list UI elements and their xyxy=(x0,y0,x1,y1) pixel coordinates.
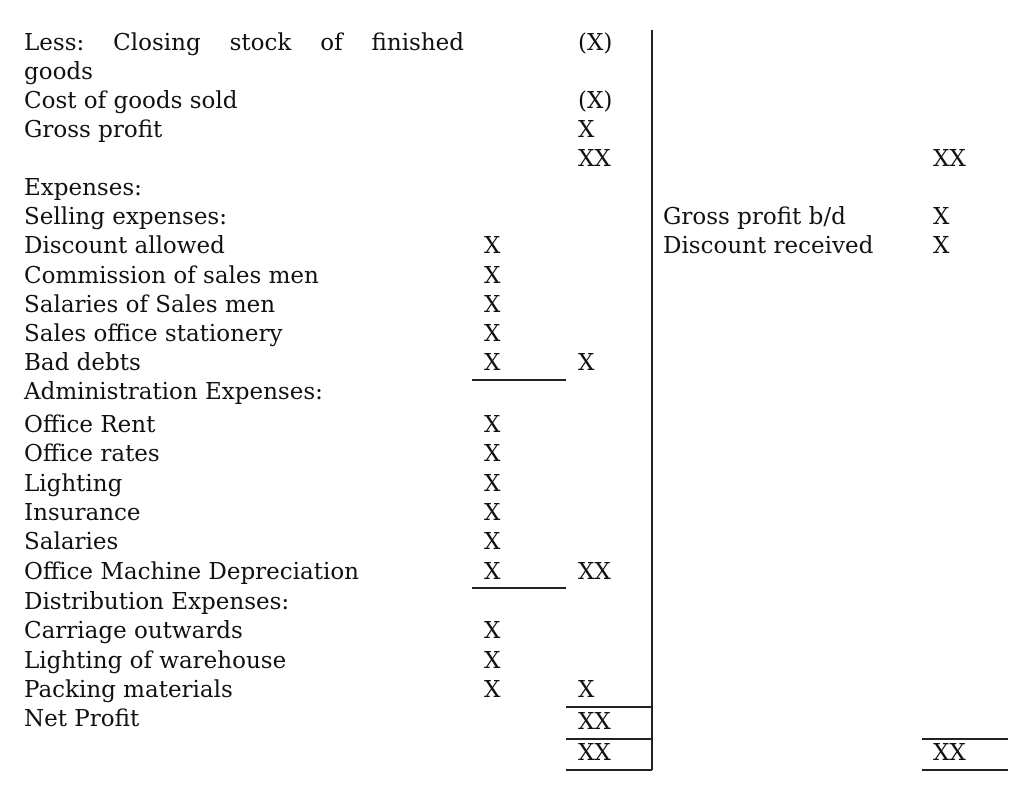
amount-discount-received: X xyxy=(933,233,950,259)
debit-label-discount-allowed: Discount allowed xyxy=(24,233,225,259)
amount-gross-profit-bd: X xyxy=(933,204,950,230)
amount-gross-profit: X xyxy=(578,117,595,143)
underline-administration xyxy=(472,587,566,589)
debit-label-net-profit: Net Profit xyxy=(24,706,140,732)
credit-label-gross-profit-bd: Gross profit b/d xyxy=(663,204,846,230)
amount-bad-debts: X xyxy=(484,350,501,376)
debit-label-packing-materials: Packing materials xyxy=(24,677,233,703)
amount-packing-materials: X xyxy=(484,677,501,703)
amount-administration-total: XX xyxy=(578,559,611,585)
amount-commission: X xyxy=(484,263,501,289)
debit-label-insurance: Insurance xyxy=(24,500,141,526)
amount-carriage-outwards: X xyxy=(484,618,501,644)
amount-trading-total: XX xyxy=(578,146,611,172)
debit-label-gross-profit: Gross profit xyxy=(24,117,163,143)
debit-label-goods: goods xyxy=(24,59,93,85)
amount-office-rent: X xyxy=(484,412,501,438)
amount-distribution-total: X xyxy=(578,677,595,703)
amount-lighting: X xyxy=(484,471,501,497)
amount-office-machine-depreciation: X xyxy=(484,559,501,585)
debit-label-sales-office-stationery: Sales office stationery xyxy=(24,321,283,347)
debit-label-salaries: Salaries xyxy=(24,529,119,555)
debit-label-administration-expenses: Administration Expenses: xyxy=(24,379,323,405)
ledger-divider xyxy=(651,30,653,770)
amount-credit-grand-total: XX xyxy=(933,740,966,766)
label-text: Less: Closing stock of finished xyxy=(24,30,464,56)
debit-label-closing-stock xyxy=(24,29,464,58)
amount-lighting-of-warehouse: X xyxy=(484,648,501,674)
amount-closing-stock: (X) xyxy=(578,30,613,56)
underline-selling xyxy=(472,379,566,381)
debit-label-commission: Commission of sales men xyxy=(24,263,319,289)
debit-label-carriage-outwards: Carriage outwards xyxy=(24,618,243,644)
debit-label-distribution-expenses: Distribution Expenses: xyxy=(24,589,290,615)
debit-label-office-machine-depreciation: Office Machine Depreciation xyxy=(24,559,359,585)
debit-label-lighting-of-warehouse: Lighting of warehouse xyxy=(24,648,287,674)
amount-salaries-sales-men: X xyxy=(484,292,501,318)
amount-office-rates: X xyxy=(484,441,501,467)
debit-label-bad-debts: Bad debts xyxy=(24,350,141,376)
underline-debit-grand-total xyxy=(566,769,652,771)
debit-label-lighting: Lighting xyxy=(24,471,123,497)
amount-salaries: X xyxy=(484,529,501,555)
debit-label-cost-of-goods-sold: Cost of goods sold xyxy=(24,88,238,114)
credit-label-discount-received: Discount received xyxy=(663,233,874,259)
amount-credit-trading-total: XX xyxy=(933,146,966,172)
debit-label-salaries-sales-men: Salaries of Sales men xyxy=(24,292,276,318)
amount-cost-of-goods-sold: (X) xyxy=(578,88,613,114)
amount-selling-total: X xyxy=(578,350,595,376)
debit-label-selling-expenses: Selling expenses: xyxy=(24,204,227,230)
amount-debit-grand-total: XX xyxy=(578,740,611,766)
amount-net-profit: XX xyxy=(578,709,611,735)
debit-label-expenses: Expenses: xyxy=(24,175,142,201)
amount-discount-allowed: X xyxy=(484,233,501,259)
underline-credit-grand-total xyxy=(922,769,1008,771)
amount-insurance: X xyxy=(484,500,501,526)
debit-label-office-rates: Office rates xyxy=(24,441,160,467)
amount-sales-office-stationery: X xyxy=(484,321,501,347)
debit-label-office-rent: Office Rent xyxy=(24,412,156,438)
